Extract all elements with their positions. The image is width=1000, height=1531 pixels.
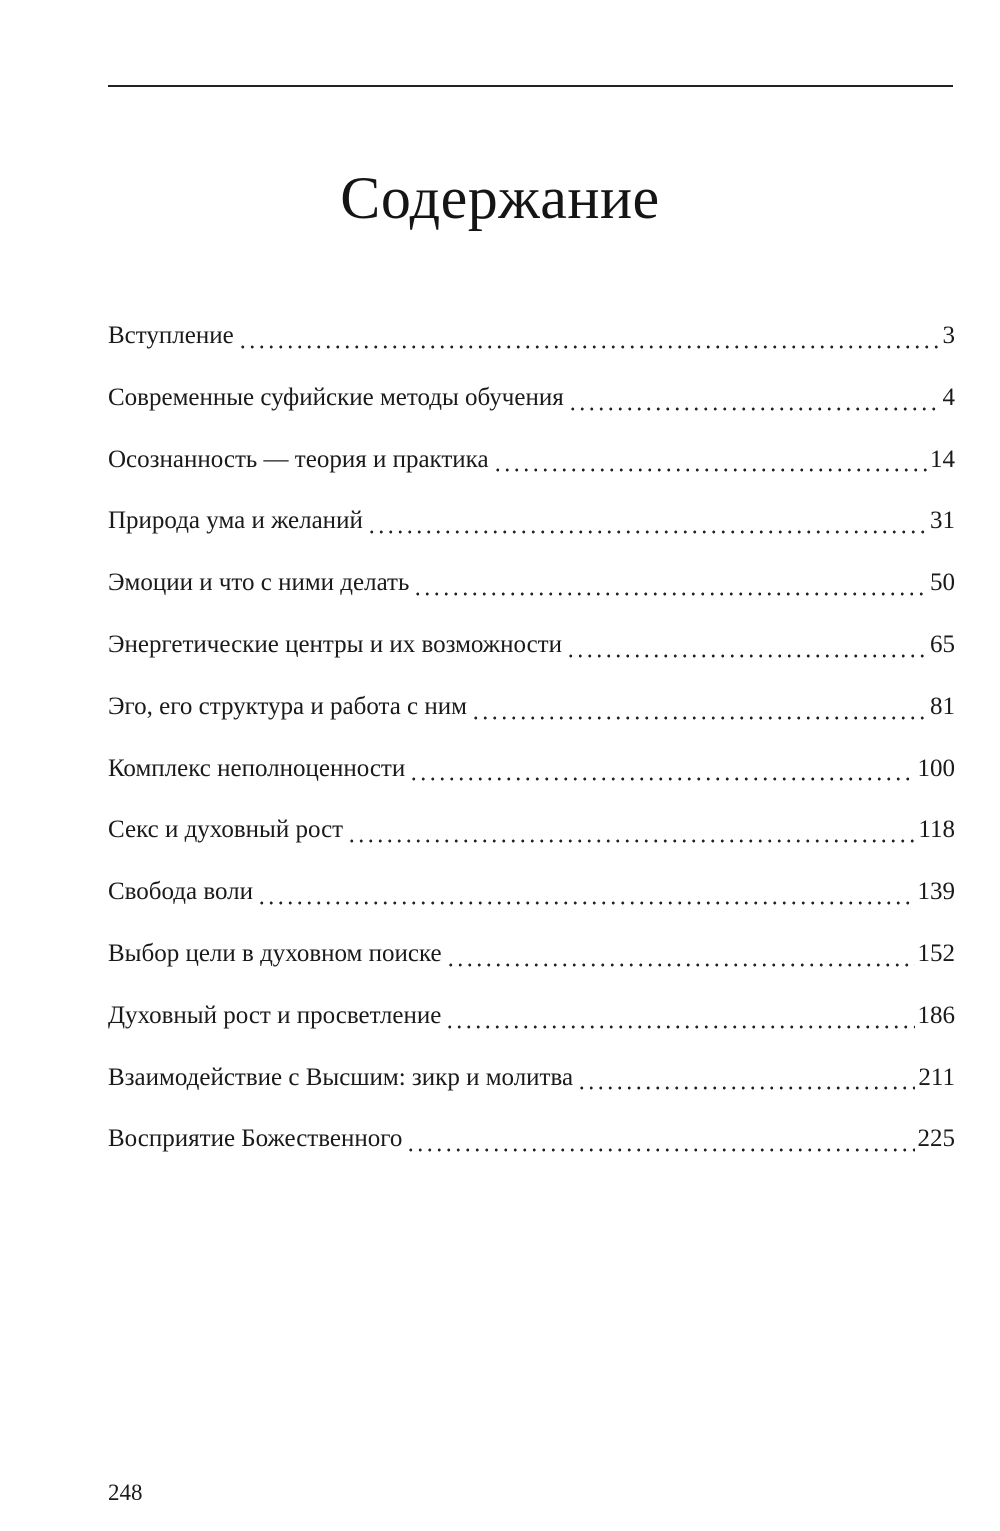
toc-entry-page: 152 — [917, 939, 955, 967]
toc-entry-title: Секс и духовный рост — [108, 816, 344, 844]
toc-entry[interactable] — [108, 305, 955, 367]
toc-dot-leader — [471, 696, 927, 722]
toc-entry-page: 81 — [930, 692, 955, 720]
toc-entry[interactable] — [108, 367, 955, 429]
toc-entry[interactable] — [108, 1047, 955, 1109]
page-number: 248 — [108, 1480, 143, 1505]
toc-dot-leader — [413, 572, 927, 598]
toc-entry-title: Выбор цели в духовном поиске — [108, 939, 442, 967]
toc-entry-page: 139 — [917, 878, 955, 906]
toc-entry-page: 65 — [930, 630, 955, 658]
toc-dot-leader — [409, 757, 914, 783]
page-title: Содержание — [340, 165, 660, 231]
toc-entry-title: Свобода воли — [108, 878, 254, 906]
toc-dot-leader — [347, 819, 915, 845]
toc-dot-leader — [445, 1005, 914, 1031]
toc-entry[interactable] — [108, 1108, 955, 1170]
toc-dot-leader — [577, 1066, 915, 1092]
toc-entry[interactable] — [108, 738, 955, 800]
table-of-contents — [108, 305, 955, 1170]
toc-entry-page: 14 — [930, 445, 955, 473]
toc-entry-page: 4 — [942, 383, 955, 411]
toc-entry-page: 211 — [918, 1063, 955, 1091]
toc-dot-leader — [566, 634, 927, 660]
toc-entry[interactable] — [108, 614, 955, 676]
toc-entry-title: Восприятие Божественного — [108, 1125, 403, 1153]
toc-entry-page: 50 — [930, 569, 955, 597]
toc-entry-title: Энергетические центры и их возможности — [108, 630, 562, 658]
toc-entry-title: Взаимодействие с Высшим: зикр и молитва — [108, 1063, 574, 1091]
toc-entry-title: Комплекс неполноценности — [108, 754, 406, 782]
toc-entry-title: Эго, его структура и работа с ним — [108, 692, 467, 720]
toc-dot-leader — [446, 943, 915, 969]
toc-dot-leader — [406, 1128, 914, 1154]
toc-entry-page: 118 — [918, 816, 955, 844]
toc-entry-title: Духовный рост и просветление — [108, 1001, 442, 1029]
toc-entry-title: Эмоции и что с ними делать — [108, 569, 410, 597]
toc-entry-title: Вступление — [108, 322, 234, 349]
toc-entry[interactable] — [108, 861, 955, 923]
toc-dot-leader — [257, 881, 914, 907]
toc-entry-page: 31 — [930, 507, 955, 535]
toc-entry[interactable] — [108, 923, 955, 985]
toc-dot-leader — [568, 387, 940, 413]
toc-entry-title: Природа ума и желаний — [108, 507, 363, 535]
toc-entry-page: 100 — [917, 754, 955, 782]
toc-entry-title: Осознанность — теория и практика — [108, 445, 489, 473]
toc-entry[interactable] — [108, 985, 955, 1047]
toc-entry[interactable] — [108, 429, 955, 491]
top-rule — [108, 85, 953, 87]
toc-entry[interactable] — [108, 490, 955, 552]
toc-entry[interactable] — [108, 799, 955, 861]
toc-dot-leader — [238, 325, 940, 351]
toc-entry[interactable] — [108, 676, 955, 738]
toc-dot-leader — [493, 448, 927, 474]
toc-entry-title: Современные суфийские методы обучения — [108, 383, 564, 411]
toc-entry-page: 225 — [917, 1125, 955, 1153]
toc-dot-leader — [367, 510, 927, 536]
toc-entry-page: 186 — [917, 1001, 955, 1029]
toc-entry-page: 3 — [942, 322, 955, 349]
toc-entry[interactable] — [108, 552, 955, 614]
